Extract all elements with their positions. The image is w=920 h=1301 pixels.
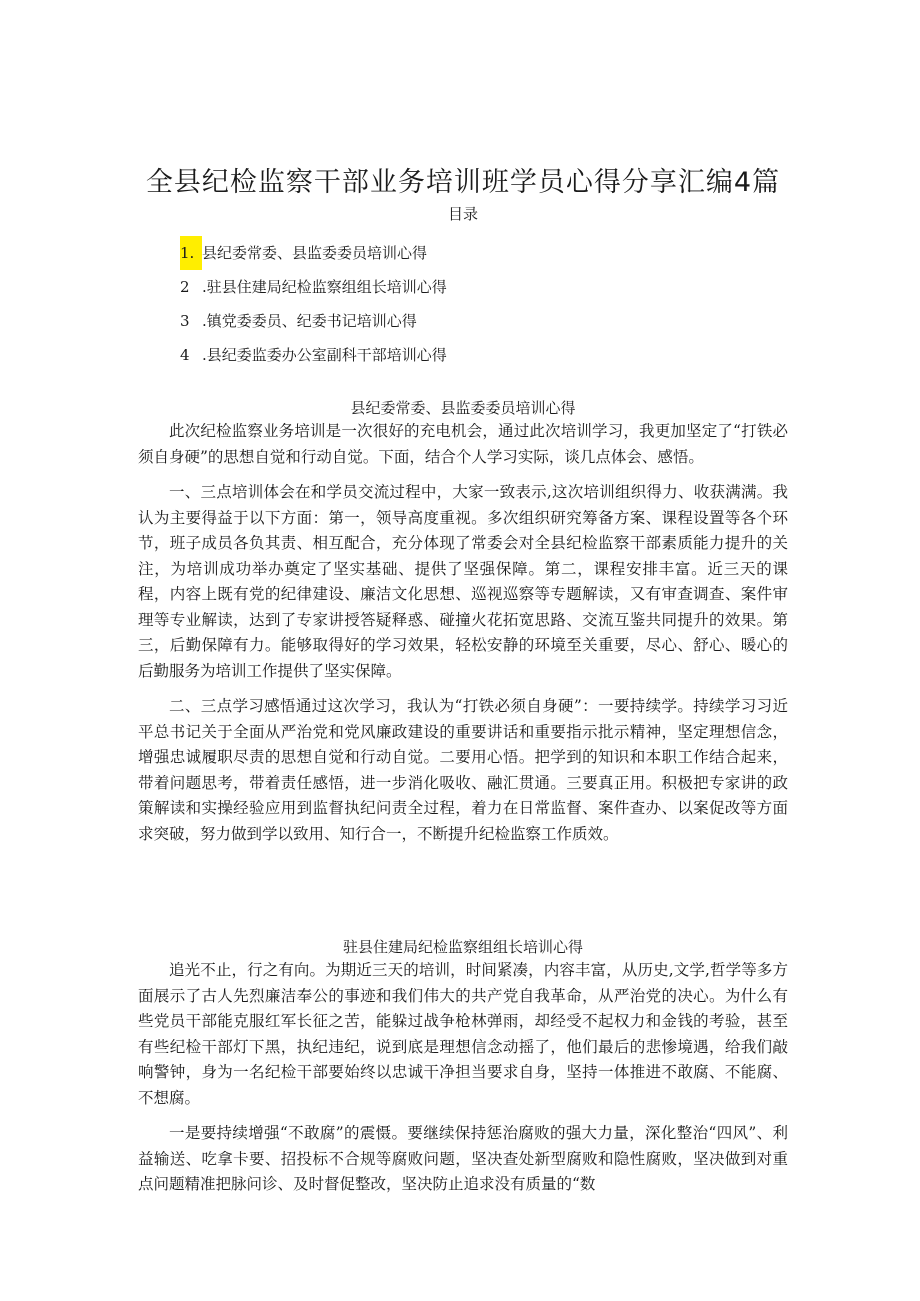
toc-item-number: 2 xyxy=(180,278,190,296)
toc-item-number: 3 xyxy=(180,312,190,330)
toc-item-label: .县纪委监委办公室副科干部培训心得 xyxy=(202,346,447,364)
toc-item-number: 4 xyxy=(180,346,190,364)
paragraph: 此次纪检监察业务培训是一次很好的充电机会，通过此次培训学习，我更加坚定了“打铁必须自身硬”的思想自觉和行动自觉。下面，结合个人学习实际，谈几点体会、感悟。 xyxy=(138,422,788,466)
toc-item-label: 县纪委常委、县监委委员培训心得 xyxy=(202,244,428,262)
paragraph: 一是要持续增强“不敢腐”的震慑。要继续保持惩治腐败的强大力量，深化整治“四风”、利益输送、吃拿卡要、招投标不合规等腐败问题，坚决查处新型腐败和隐性腐败，坚决做到对重点问题精准把脉问诊、及时督促整改，坚决防止追求没有质量的“数 xyxy=(138,1124,788,1193)
section-2 xyxy=(138,936,788,1198)
table-of-contents xyxy=(180,236,447,372)
toc-item-label: .驻县住建局纪检监察组组长培训心得 xyxy=(202,278,447,296)
toc-heading: 目录 xyxy=(447,205,478,223)
toc-item[interactable] xyxy=(180,304,447,338)
toc-item-number: 1. xyxy=(180,236,202,270)
toc-item[interactable] xyxy=(180,270,447,304)
paragraph: 一、三点培训体会在和学员交流过程中，大家一致表示,这次培训组织得力、收获满满。我认为主要得益于以下方面：第一，领导高度重视。多次组织研究筹备方案、课程设置等各个环节，班子成员各负其责、相互配合，充分体现了常委会对全县纪检监察干部素质能力提升的关注，为培训成功举办奠定了坚实基础、提供了坚强保障。第二，课程安排丰富。近三天的课程，内容上既有党的纪律建设、廉洁文化思想、巡视巡察等专题解读，又有审查调查、案件审理等专业解读，达到了专家讲授答疑释惑、碰撞火花拓宽思路、交流互鉴共同提升的效果。第三，后勤保障有力。能够取得好的学习效果，轻松安静的环境至关重要，尽心、舒心、暖心的后勤服务为培训工作提供了坚实保障。 xyxy=(138,483,788,680)
section-title: 驻县住建局纪检监察组组长培训心得 xyxy=(342,938,583,956)
paragraph: 二、三点学习感悟通过这次学习，我认为“打铁必须自身硬”：一要持续学。持续学习习近平总书记关于全面从严治党和党风廉政建设的重要讲话和重要指示批示精神，坚定理想信念，增强忠诚履职尽责的思想自觉和行动自觉。二要用心悟。把学到的知识和本职工作结合起来，带着问题思考，带着责任感悟，进一步消化吸收、融汇贯通。三要真正用。积极把专家讲的政策解读和实操经验应用到监督执纪问责全过程，着力在日常监督、案件查办、以案促改等方面求突破，努力做到学以致用、知行合一，不断提升纪检监察工作质效。 xyxy=(138,697,788,843)
toc-item[interactable] xyxy=(180,236,447,270)
toc-item[interactable] xyxy=(180,338,447,372)
section-title: 县纪委常委、县监委委员培训心得 xyxy=(350,399,576,417)
paragraph: 追光不止，行之有向。为期近三天的培训，时间紧凑，内容丰富，从历史,文学,哲学等多方面展示了古人先烈廉洁奉公的事迹和我们伟大的共产党自我革命，从严治党的决心。为什么有些党员干部能克服红军长征之苦，能躲过战争枪林弹雨，却经受不起权力和金钱的考验，甚至有些纪检干部灯下黑，执纪违纪，说到底是理想信念动摇了，他们最后的悲惨境遇，给我们敲响警钟，身为一名纪检干部要始终以忠诚干净担当要求自身，坚持一体推进不敢腐、不能腐、不想腐。 xyxy=(138,961,788,1107)
section-1 xyxy=(138,397,788,847)
toc-item-label: .镇党委委员、纪委书记培训心得 xyxy=(202,312,417,330)
document-title: 全县纪检监察干部业务培训班学员心得分享汇编4篇 xyxy=(145,167,781,199)
